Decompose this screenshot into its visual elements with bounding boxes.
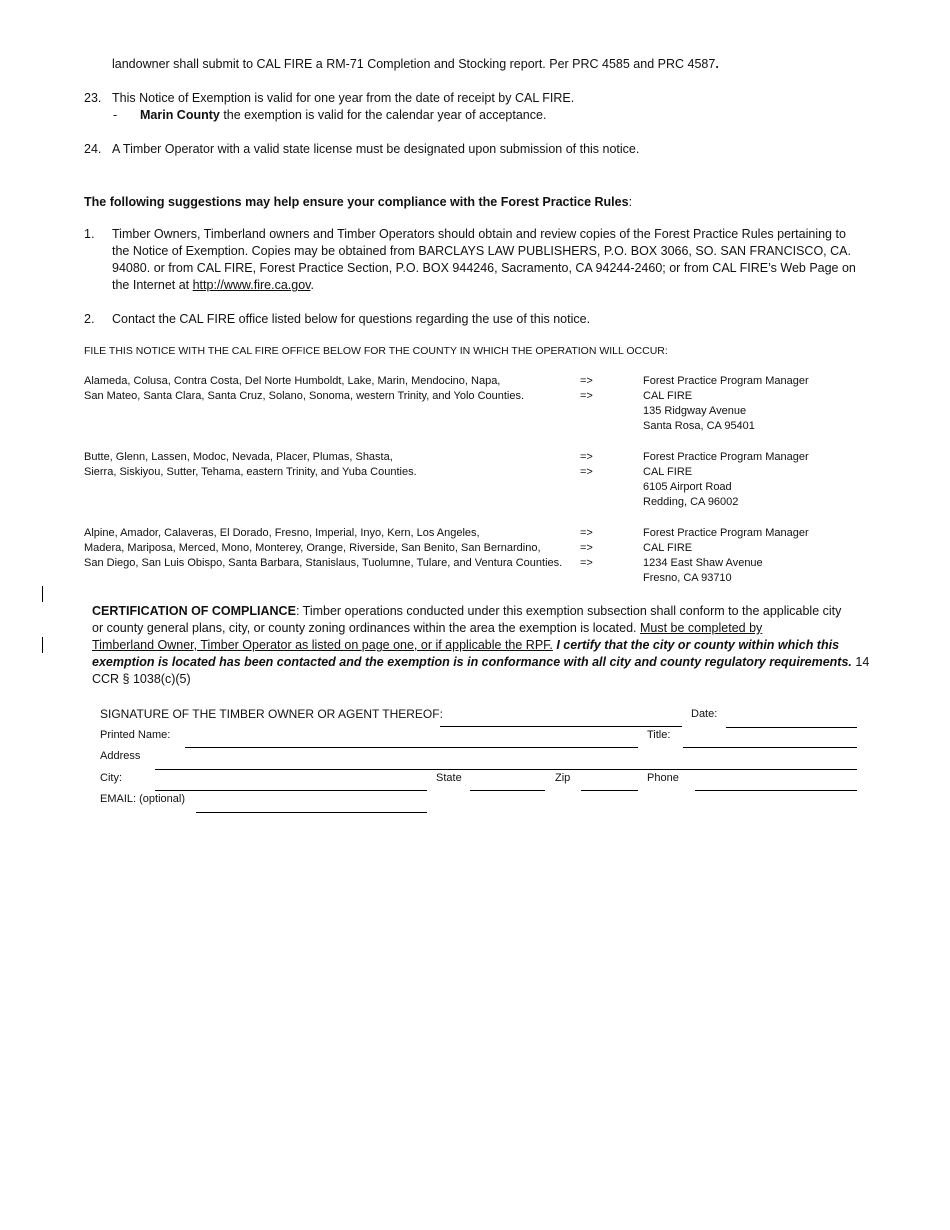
suggestion-2-number: 2. — [84, 312, 95, 326]
office-3-counties — [84, 526, 562, 571]
arrow: => — [580, 527, 593, 539]
suggestion-1-line: 94080. or from CAL FIRE, Forest Practice Section, P.O. BOX 944246, Sacramento, CA 94244-2460; or from CAL FIRE’s Web Page on — [112, 261, 856, 275]
address-line: 1234 East Shaw Avenue — [643, 557, 763, 569]
revision-bar — [42, 586, 43, 602]
suggestion-1-number: 1. — [84, 227, 95, 241]
office-1-address — [643, 374, 809, 434]
item-24-text: A Timber Operator with a valid state license must be designated upon submission of this notice. — [112, 142, 640, 156]
zip-label: Zip — [555, 772, 571, 784]
date-field[interactable] — [726, 727, 857, 728]
address-line: Fresno, CA 93710 — [643, 572, 732, 584]
suggestion-1-line: the Internet at http://www.fire.ca.gov. — [112, 278, 314, 292]
county-line: Butte, Glenn, Lassen, Modoc, Nevada, Placer, Plumas, Shasta, — [84, 451, 393, 463]
phone-label: Phone — [647, 772, 679, 784]
suggestions-heading: The following suggestions may help ensure your compliance with the Forest Practice Rules: — [84, 195, 633, 209]
marin-county-note: Marin County the exemption is valid for the calendar year of acceptance. — [140, 108, 547, 122]
suggestion-1-line: the Notice of Exemption. Copies may be obtained from BARCLAYS LAW PUBLISHERS, P.O. BOX 3066, SO. SAN FRANCISCO, CA. — [112, 244, 851, 258]
address-line: Santa Rosa, CA 95401 — [643, 420, 755, 432]
arrow: => — [580, 451, 593, 463]
printed-name-field[interactable] — [185, 747, 638, 748]
address-line: CAL FIRE — [643, 390, 693, 402]
address-line: Redding, CA 96002 — [643, 496, 739, 508]
zip-field[interactable] — [581, 790, 638, 791]
office-3-address — [643, 526, 809, 586]
county-line: Alameda, Colusa, Contra Costa, Del Norte Humboldt, Lake, Marin, Mendocino, Napa, — [84, 375, 501, 387]
title-label: Title: — [647, 729, 671, 741]
signature-label: SIGNATURE OF THE TIMBER OWNER OR AGENT THEREOF: — [100, 707, 443, 721]
office-2-arrows — [580, 450, 593, 480]
certification-block: CERTIFICATION OF COMPLIANCE: Timber operations conducted under this exemption subsection shall conform to the applicable city or county general plans, city, or county zoning ordinances within the area the exemption is located. Must be completed by Timberland Owner, Timber Operator as listed on page one, or if applicable the RPF. I certify that the city or county within which this exemption is located has been contacted and the exemption is in conformance with all city and county regulatory requirements. 14 CCR § 1038(c)(5) — [92, 604, 870, 686]
office-2-counties — [84, 450, 417, 480]
city-label: City: — [100, 772, 122, 784]
email-field[interactable] — [196, 812, 427, 813]
item-24-number: 24. — [84, 142, 102, 156]
address-field[interactable] — [155, 769, 857, 770]
date-label: Date: — [691, 708, 718, 720]
address-label: Address — [100, 750, 141, 762]
office-3-arrows — [580, 526, 593, 571]
state-label: State — [436, 772, 462, 784]
arrow: => — [580, 542, 593, 554]
county-line: Madera, Mariposa, Merced, Mono, Monterey, Orange, Riverside, San Benito, San Bernardino, — [84, 542, 541, 554]
cal-fire-website-link[interactable]: http://www.fire.ca.gov — [192, 278, 311, 292]
signature-field[interactable] — [440, 726, 682, 727]
county-line: San Diego, San Luis Obispo, Santa Barbara, Stanislaus, Tuolumne, Tulare, and Ventura Counties. — [84, 557, 563, 569]
bullet-marker: - — [113, 108, 118, 122]
suggestion-1-line: Timber Owners, Timberland owners and Timber Operators should obtain and review copies of the Forest Practice Rules pertaining to — [112, 227, 846, 241]
printed-name-label: Printed Name: — [100, 729, 171, 741]
office-1-counties — [84, 374, 524, 404]
revision-bar — [42, 637, 43, 653]
title-field[interactable] — [683, 747, 857, 748]
city-field[interactable] — [155, 790, 427, 791]
address-line: Forest Practice Program Manager — [643, 527, 809, 539]
office-2-address — [643, 450, 809, 510]
suggestion-2-text: Contact the CAL FIRE office listed below for questions regarding the use of this notice. — [112, 312, 591, 326]
arrow: => — [580, 375, 593, 387]
state-field[interactable] — [470, 790, 545, 791]
address-line: Forest Practice Program Manager — [643, 451, 809, 463]
address-line: 6105 Airport Road — [643, 481, 732, 493]
address-line: Forest Practice Program Manager — [643, 375, 809, 387]
county-line: San Mateo, Santa Clara, Santa Cruz, Solano, Sonoma, western Trinity, and Yolo Counties. — [84, 390, 525, 402]
arrow: => — [580, 466, 593, 478]
item-23-text: This Notice of Exemption is valid for one year from the date of receipt by CAL FIRE. — [112, 91, 575, 105]
item-23-number: 23. — [84, 91, 102, 105]
intro-line: landowner shall submit to CAL FIRE a RM-71 Completion and Stocking report. Per PRC 4585 and PRC 4587. — [112, 57, 719, 71]
file-notice: FILE THIS NOTICE WITH THE CAL FIRE OFFICE BELOW FOR THE COUNTY IN WHICH THE OPERATION WILL OCCUR: — [84, 345, 668, 357]
phone-field[interactable] — [695, 790, 857, 791]
office-1-arrows — [580, 374, 593, 404]
arrow: => — [580, 390, 593, 402]
address-line: CAL FIRE — [643, 466, 693, 478]
county-line: Sierra, Siskiyou, Sutter, Tehama, eastern Trinity, and Yuba Counties. — [84, 466, 417, 478]
certification-heading: CERTIFICATION OF COMPLIANCE — [92, 604, 296, 618]
address-line: 135 Ridgway Avenue — [643, 405, 747, 417]
arrow: => — [580, 557, 593, 569]
county-line: Alpine, Amador, Calaveras, El Dorado, Fresno, Imperial, Inyo, Kern, Los Angeles, — [84, 527, 480, 539]
email-label: EMAIL: (optional) — [100, 793, 185, 805]
address-line: CAL FIRE — [643, 542, 693, 554]
